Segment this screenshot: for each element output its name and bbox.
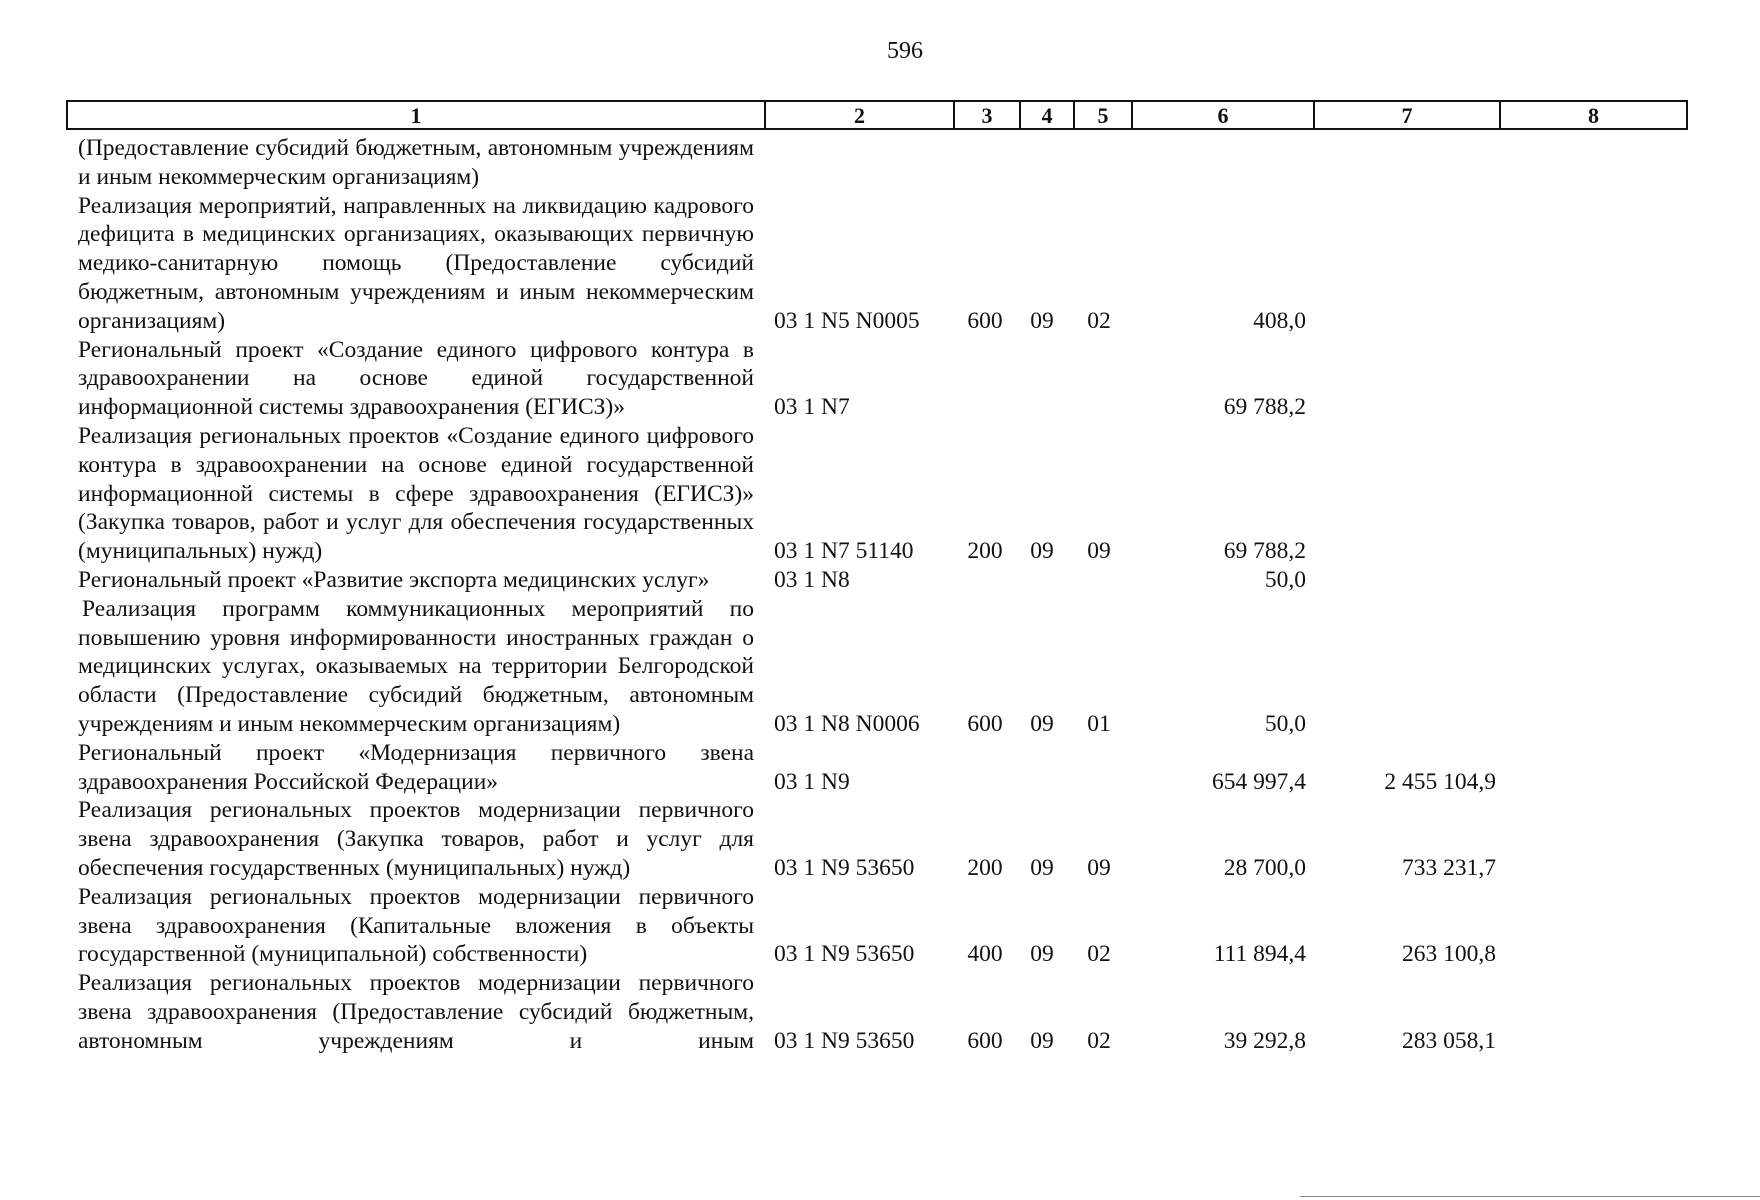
row-description: Региональный проект «Модернизация первичного звена здравоохранения Российской Федерации» — [78, 739, 754, 795]
row-section: 09 — [1030, 538, 1054, 565]
table-row — [78, 595, 1688, 739]
table-row — [78, 796, 1688, 882]
table-row — [78, 969, 1688, 1055]
header-col-4: 4 — [1021, 102, 1075, 128]
row-amount-col7: 733 231,7 — [1402, 854, 1496, 881]
header-col-2: 2 — [766, 102, 955, 128]
row-section: 09 — [1030, 854, 1054, 881]
row-expense-type: 600 — [967, 307, 1003, 334]
row-code: 03 1 N5 N0005 — [774, 307, 920, 334]
row-amount-col6: 69 788,2 — [1223, 538, 1306, 565]
table-row — [78, 336, 1688, 422]
row-description: Региональный проект «Развитие экспорта медицинских услуг» — [78, 566, 710, 593]
row-amount-col6: 28 700,0 — [1223, 854, 1306, 881]
row-code: 03 1 N9 53650 — [774, 941, 915, 968]
row-code: 03 1 N7 51140 — [774, 538, 914, 565]
row-expense-type: 600 — [967, 710, 1003, 737]
table-row — [78, 134, 1688, 192]
row-description: Реализация мероприятий, направленных на ликвидацию кадрового дефицита в медицинских организациях, оказывающих первичную медико-санитарную помощь (Предоставление субсидий бюджетным, автономным учреждениям и иным некоммерческим организациям) — [78, 192, 754, 334]
row-code: 03 1 N8 — [774, 566, 850, 593]
header-col-1: 1 — [68, 102, 766, 128]
table-row — [78, 192, 1688, 336]
row-code: 03 1 N8 N0006 — [774, 710, 920, 737]
header-col-7: 7 — [1315, 102, 1501, 128]
row-expense-type: 200 — [967, 538, 1003, 565]
row-code: 03 1 N9 53650 — [774, 854, 915, 881]
row-expense-type: 600 — [967, 1027, 1003, 1054]
page-number: 596 — [887, 38, 923, 64]
row-section: 09 — [1030, 941, 1054, 968]
row-description: (Предоставление субсидий бюджетным, автономным учреждениям и иным некоммерческим организациям) — [78, 135, 754, 190]
row-amount-col7: 283 058,1 — [1402, 1027, 1496, 1054]
table-row — [78, 883, 1688, 969]
table-row — [78, 739, 1688, 797]
row-description: Региональный проект «Создание единого цифрового контура в здравоохранении на основе единой государственной информационной системы здравоохранения (ЕГИСЗ)» — [78, 336, 754, 421]
table-row — [78, 566, 1688, 595]
header-col-8: 8 — [1588, 103, 1599, 128]
header-col-6: 6 — [1133, 102, 1315, 128]
row-amount-col7: 263 100,8 — [1402, 941, 1496, 968]
header-col-3: 3 — [955, 102, 1021, 128]
row-amount-col6: 111 894,4 — [1213, 941, 1306, 968]
row-amount-col7: 2 455 104,9 — [1384, 768, 1496, 795]
row-expense-type: 200 — [967, 854, 1003, 881]
row-subsection: 02 — [1087, 1027, 1111, 1054]
row-subsection: 09 — [1087, 538, 1111, 565]
row-subsection: 01 — [1087, 710, 1111, 737]
table-row — [78, 422, 1688, 566]
row-amount-col6: 50,0 — [1264, 566, 1306, 593]
row-expense-type: 400 — [967, 941, 1003, 968]
row-code: 03 1 N7 — [774, 394, 850, 421]
row-description: Реализация региональных проектов модернизации первичного звена здравоохранения (Закупка товаров, работ и услуг для обеспечения государственных (муниципальных) нужд) — [78, 797, 754, 881]
row-amount-col6: 654 997,4 — [1212, 768, 1306, 795]
row-amount-col6: 39 292,8 — [1223, 1027, 1306, 1054]
row-subsection: 02 — [1087, 307, 1111, 334]
row-subsection: 09 — [1087, 854, 1111, 881]
row-amount-col6: 50,0 — [1264, 710, 1306, 737]
row-amount-col6: 408,0 — [1253, 307, 1306, 334]
row-description: Реализация региональных проектов модернизации первичного звена здравоохранения (Капитальные вложения в объекты государственной (муниципальной) собственности) — [78, 883, 754, 968]
row-section: 09 — [1030, 710, 1054, 737]
row-description: Реализация программ коммуникационных мероприятий по повышению уровня информированности иностранных граждан о медицинских услугах, оказываемых на территории Белгородской области (Предоставление субсидий бюджетным, автономным учреждениям и иным некоммерческим организациям) — [78, 595, 754, 737]
table-header — [66, 100, 1688, 130]
row-subsection: 02 — [1087, 941, 1111, 968]
row-description: Реализация региональных проектов «Создание единого цифрового контура в здравоохранении на основе единой государственной информационной системы в сфере здравоохранения (ЕГИСЗ)» (Закупка товаров, работ и услуг для обеспечения государственных (муниципальных) нужд) — [78, 422, 754, 565]
row-amount-col6: 69 788,2 — [1223, 394, 1306, 421]
table-body — [78, 134, 1688, 1056]
row-code: 03 1 N9 — [774, 768, 850, 795]
row-description: Реализация региональных проектов модернизации первичного звена здравоохранения (Предоставление субсидий бюджетным, автономным учреждениям и иным — [78, 970, 754, 1054]
header-col-5: 5 — [1075, 102, 1133, 128]
row-section: 09 — [1030, 307, 1054, 334]
row-code: 03 1 N9 53650 — [774, 1027, 915, 1054]
scan-edge-line — [1300, 1196, 1760, 1197]
row-section: 09 — [1030, 1027, 1054, 1054]
